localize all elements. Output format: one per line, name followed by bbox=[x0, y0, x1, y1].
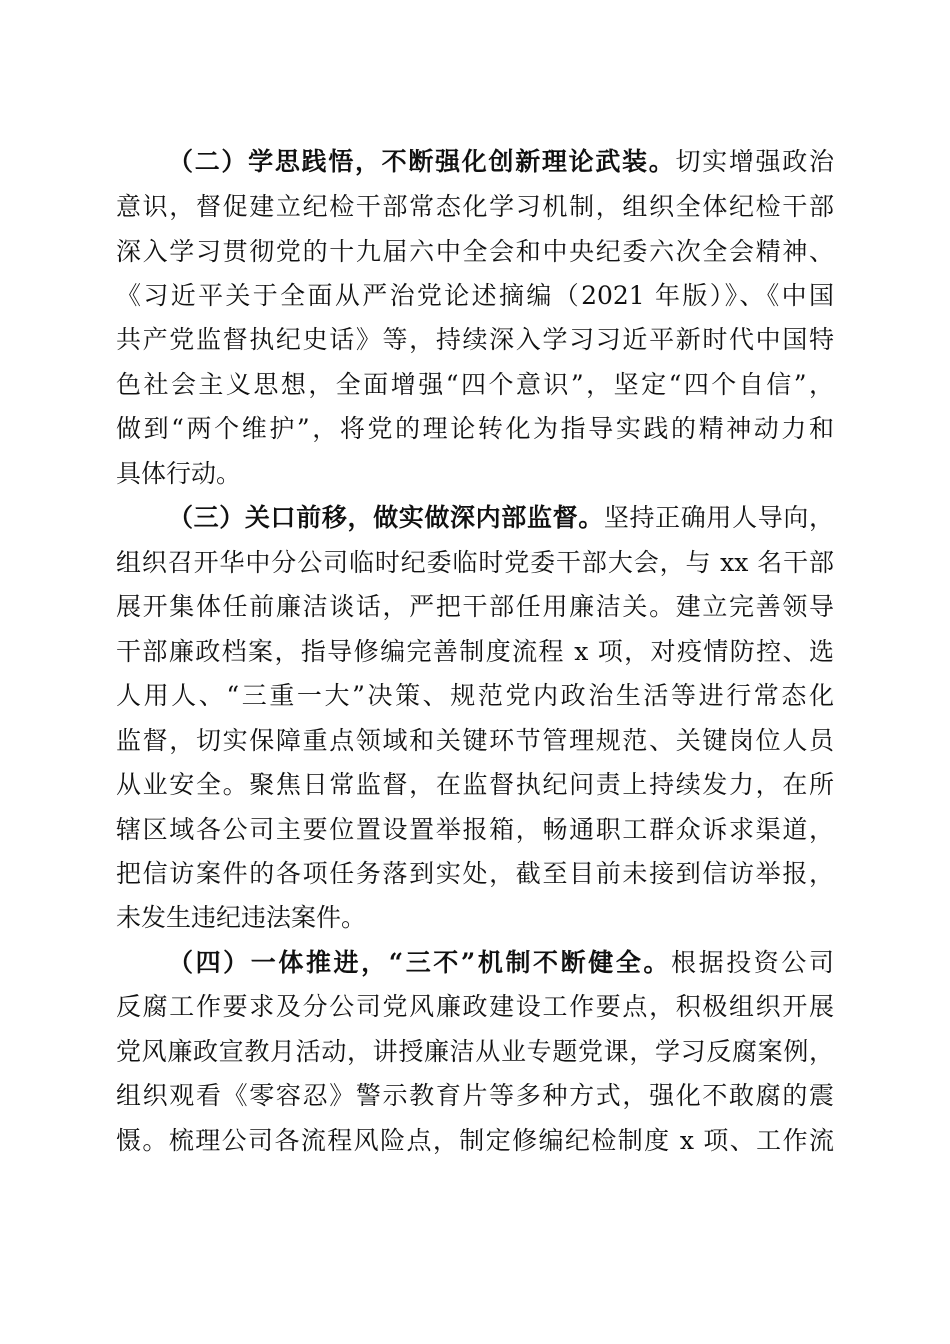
section-3-heading: （三）关口前移，做实做深内部监督。 bbox=[168, 503, 604, 532]
section-3-line-4: 干部廉政档案，指导修编完善制度流程 x 项，对疫情防控、选 bbox=[116, 637, 834, 666]
section-3-line-7: 从业安全。聚焦日常监督，在监督执纪问责上持续发力，在所 bbox=[116, 770, 834, 799]
section-3-line-2: 组织召开华中分公司临时纪委临时党委干部大会，与 xx 名干部 bbox=[116, 548, 834, 577]
section-4-line-3: 党风廉政宣教月活动，讲授廉洁从业专题党课，学习反腐案例， bbox=[116, 1037, 834, 1066]
section-4-line-2: 反腐工作要求及分公司党风廉政建设工作要点，积极组织开展 bbox=[116, 992, 834, 1021]
section-3-line-9: 把信访案件的各项任务落到实处，截至目前未接到信访举报， bbox=[116, 859, 834, 888]
section-4-line-5: 慑。梳理公司各流程风险点，制定修编纪检制度 x 项、工作流 bbox=[116, 1126, 834, 1155]
section-3-line-3: 展开集体任前廉洁谈话，严把干部任用廉洁关。建立完善领导 bbox=[116, 592, 834, 621]
section-4-line-4: 组织观看《零容忍》警示教育片等多种方式，强化不敢腐的震 bbox=[116, 1081, 834, 1110]
section-3-line-5: 人用人、“三重一大”决策、规范党内政治生活等进行常态化 bbox=[116, 681, 834, 710]
section-2-line-1: （二）学思践悟，不断强化创新理论武装。切实增强政治 bbox=[168, 147, 834, 176]
section-3-line-10: 未发生违纪违法案件。 bbox=[116, 903, 367, 932]
section-4-heading: （四）一体推进，“三不”机制不断健全。 bbox=[168, 948, 672, 977]
section-2-line-3: 深入学习贯彻党的十九届六中全会和中央纪委六次全会精神、 bbox=[116, 237, 834, 266]
section-2-heading: （二）学思践悟，不断强化创新理论武装。 bbox=[168, 147, 676, 176]
section-4-line-1: （四）一体推进，“三不”机制不断健全。根据投资公司 bbox=[168, 948, 834, 977]
section-2-line-4: 《习近平关于全面从严治党论述摘编（2021 年版）》、《中国 bbox=[116, 281, 834, 310]
section-3-line-8: 辖区域各公司主要位置设置举报箱，畅通职工群众诉求渠道， bbox=[116, 815, 834, 844]
section-2-line-7: 做到“两个维护”，将党的理论转化为指导实践的精神动力和 bbox=[116, 414, 834, 443]
section-2-line-5: 共产党监督执纪史话》等，持续深入学习习近平新时代中国特 bbox=[116, 325, 834, 354]
section-3-line-1: （三）关口前移，做实做深内部监督。坚持正确用人导向， bbox=[168, 503, 834, 532]
section-3-line-6: 监督，切实保障重点领域和关键环节管理规范、关键岗位人员 bbox=[116, 726, 834, 755]
section-2-line-2: 意识，督促建立纪检干部常态化学习机制，组织全体纪检干部 bbox=[116, 192, 834, 221]
section-2-line-6: 色社会主义思想，全面增强“四个意识”，坚定“四个自信”， bbox=[116, 370, 834, 399]
section-2-line-8: 具体行动。 bbox=[116, 459, 242, 488]
